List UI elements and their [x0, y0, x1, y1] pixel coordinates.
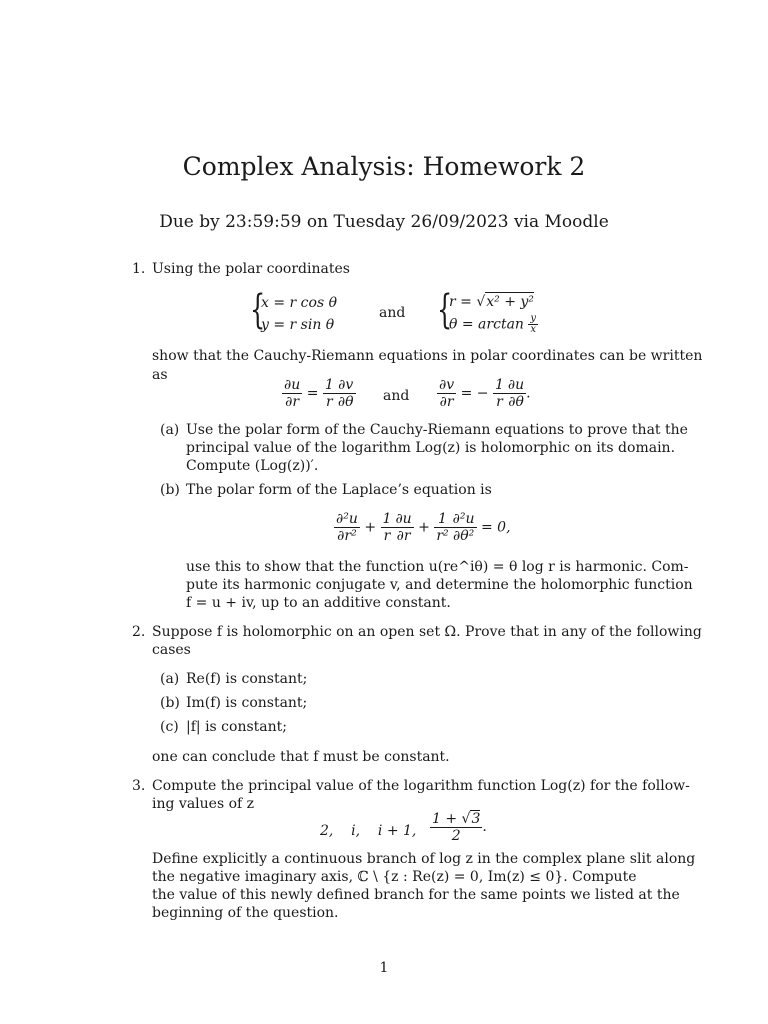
polar-r-equation	[449, 292, 534, 311]
question-3-line-1: Compute the principal value of the logarithm function Log(z) for the follow-	[152, 778, 690, 794]
r-equation-lhs: r =	[449, 294, 477, 310]
part-1a-line-2: principal value of the logarithm Log(z) is holomorphic on its domain.	[186, 440, 676, 456]
question-3-para-line-3: the value of this newly defined branch for the same points we listed at the	[152, 887, 680, 903]
question-3-para-line-1: Define explicitly a continuous branch of log z in the complex plane slit along	[152, 851, 696, 867]
du-dr-lap: $\frac{\partial u}{\partial r}$	[395, 511, 412, 544]
part-2b-label: (b)	[160, 695, 180, 711]
question-1-label: 1.	[132, 261, 146, 277]
question-1-text-line-1: show that the Cauchy-Riemann equations in polar coordinates can be written	[152, 348, 703, 364]
theta-equation-lhs: θ = arctan	[449, 316, 524, 333]
part-1b-line-4: f = u + iv, up to an additive constant.	[186, 595, 451, 611]
one-over-r-fraction: $\frac{1}{r}$	[324, 377, 334, 410]
part-2c-label: (c)	[160, 719, 179, 735]
and-connector-1: and	[379, 305, 406, 321]
fraction-numerator: y	[530, 313, 537, 324]
part-1b-label: (b)	[160, 482, 180, 498]
question-3-line-2: ing values of z	[152, 796, 255, 812]
du-dr-fraction: $\frac{\partial u}{\partial r}$	[284, 377, 301, 410]
page-title: Complex Analysis: Homework 2	[182, 152, 586, 181]
part-2b-text: Im(f) is constant;	[186, 695, 308, 711]
cauchy-riemann-equation-1: $\frac{\partial u}{\partial r}$ = $\frac{1}{r}$ $\frac{\partial v}{\partial\theta}$	[284, 377, 354, 410]
sqrt3-fraction: $\frac{1 + √3}{2}$ .	[432, 811, 487, 844]
radicand-xy: x² + y²	[486, 294, 534, 310]
left-brace-2: {	[437, 287, 453, 333]
question-2-label: 2.	[132, 624, 146, 640]
one-over-r-lap: $\frac{1}{r}$	[382, 511, 392, 544]
laplace-equation: $\frac{\text{∂²u}}{\text{∂r²}}$ + $\frac{1}{r}$ $\frac{\partial u}{\partial r}$ + $\frac{1}{\text{r²}}$ $\frac{\text{∂²u}}{\text{∂θ²}}$ = 0,	[336, 511, 511, 544]
sqrt-symbol: √	[476, 294, 486, 310]
y-over-x-fraction	[528, 314, 538, 335]
one-over-r-fraction-2: $\frac{1}{r}$	[494, 377, 504, 410]
question-3-values: 2, i, i + 1,	[320, 823, 417, 839]
fraction-numerator: 1 + √3	[432, 811, 481, 827]
question-2-line-2: cases	[152, 642, 191, 658]
fraction-denominator: 2	[451, 828, 461, 844]
polar-theta-equation	[449, 314, 538, 335]
dv-dtheta-fraction: $\frac{\partial v}{\partial\theta}$	[337, 377, 354, 410]
part-1b-line-2: use this to show that the function u(re^iθ) = θ log r is harmonic. Com-	[186, 559, 689, 575]
part-1a-line-1: Use the polar form of the Cauchy-Riemann equations to prove that the	[186, 422, 688, 438]
polar-x-equation: x = r cos θ	[261, 295, 338, 311]
question-2-line-1: Suppose f is holomorphic on an open set Ω. Prove that in any of the following	[152, 624, 702, 640]
due-date-subtitle: Due by 23:59:59 on Tuesday 26/09/2023 via Moodle	[159, 212, 609, 232]
part-1a-label: (a)	[160, 422, 180, 438]
question-1-intro: Using the polar coordinates	[152, 261, 350, 277]
left-brace-1: {	[250, 287, 266, 333]
part-1b-line-3: pute its harmonic conjugate v, and determine the holomorphic function	[186, 577, 693, 593]
fraction-denominator: x	[530, 324, 537, 335]
cauchy-riemann-equation-2: $\frac{\partial v}{\partial r}$ = − $\frac{1}{r}$ $\frac{\partial u}{\partial\theta}$ .	[439, 377, 531, 410]
dv-dr-fraction: $\frac{\partial v}{\partial r}$	[439, 377, 455, 410]
question-1-text-line-2: as	[152, 367, 168, 383]
question-3-para-line-4: beginning of the question.	[152, 905, 339, 921]
part-1a-line-3: Compute (Log(z))′.	[186, 458, 319, 474]
question-3-para-line-2: the negative imaginary axis, ℂ \ {z : Re(z) = 0, Im(z) ≤ 0}. Compute	[152, 869, 637, 885]
d2u-dtheta2-lap: $\frac{\text{∂²u}}{\text{∂θ²}}$	[452, 511, 475, 544]
part-1b-line-1: The polar form of the Laplace’s equation is	[186, 482, 492, 498]
question-3-label: 3.	[132, 778, 146, 794]
page-number: 1	[379, 960, 389, 976]
and-connector-2: and	[383, 388, 410, 404]
part-2c-text: |f| is constant;	[186, 719, 287, 735]
part-2a-label: (a)	[160, 671, 180, 687]
part-2a-text: Re(f) is constant;	[186, 671, 308, 687]
d2u-dr2-fraction: $\frac{\text{∂²u}}{\text{∂r²}}$	[336, 511, 358, 544]
du-dtheta-fraction: $\frac{\partial u}{\partial\theta}$	[507, 377, 525, 410]
one-over-r2-lap: $\frac{1}{\text{r²}}$	[436, 511, 449, 544]
question-2-conclusion: one can conclude that f must be constant.	[152, 749, 450, 765]
polar-y-equation: y = r sin θ	[261, 317, 335, 333]
